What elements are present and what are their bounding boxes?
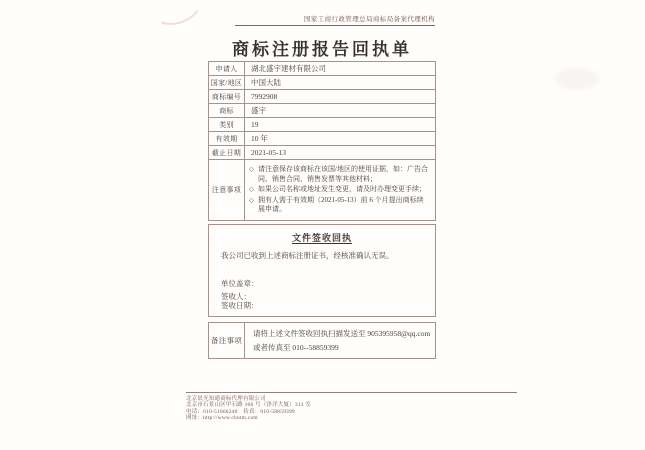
footer-phone-fax: 电话：010-51666240 传真：010-58859399 xyxy=(186,408,295,415)
note-text: 如果公司名称或地址发生变更，请及时办理变更手续； xyxy=(258,185,426,193)
footer-address: 北京市石景山区甲石路 166 号（泽洋大厦）313 室 xyxy=(186,402,312,409)
diamond-bullet-icon: ◇ xyxy=(249,186,254,193)
row-label-country: 国家/地区 xyxy=(209,76,245,90)
table-row xyxy=(209,104,436,118)
receipt-statement: 我公司已收到上述商标注册证书，经核准确认无误。 xyxy=(221,251,394,260)
table-row-notes xyxy=(209,160,436,221)
note-text: 拥有人需于有效期（2021-05-13）前 6 个月提出商标续展申请。 xyxy=(258,195,424,213)
row-label-notes: 注意事项 xyxy=(209,160,245,221)
row-value-validity: 10 年 xyxy=(245,132,436,146)
row-label-class: 类别 xyxy=(209,118,245,132)
row-value-trademark-number: 7992908 xyxy=(245,90,436,104)
row-value-class: 19 xyxy=(245,118,436,132)
trademark-info-table xyxy=(208,61,436,221)
footer-website: 网址：http://www.chntm.com xyxy=(186,415,258,422)
remarks-line-email: 请将上述文件签收回执扫描发送至 905395958@qq.com xyxy=(253,328,431,338)
row-value-expiry-date: 2021-05-13 xyxy=(245,146,436,160)
row-label-trademark: 商标 xyxy=(209,104,245,118)
signer-label: 签收人： xyxy=(221,292,251,301)
row-value-trademark: 盛宇 xyxy=(245,104,436,118)
scan-artifact-smudge xyxy=(555,68,599,90)
receipt-section-title: 文件签收回执 xyxy=(291,233,352,243)
table-row xyxy=(209,118,436,132)
company-seal-label: 单位盖章： xyxy=(221,279,259,288)
row-label-expiry-date: 截止日期 xyxy=(209,146,245,160)
table-row xyxy=(209,76,436,90)
note-item xyxy=(249,185,430,195)
table-row xyxy=(209,90,436,104)
footer-company-name: 北京晨光知通商标代理有限公司 xyxy=(186,396,266,402)
note-item xyxy=(249,165,430,184)
table-row-remarks xyxy=(209,323,436,359)
remarks-table xyxy=(208,322,436,359)
letterhead-agency-note: 国家工商行政管理总局商标局备案代理机构 xyxy=(235,16,435,26)
agency-footer xyxy=(186,392,517,422)
diamond-bullet-icon: ◇ xyxy=(249,166,254,173)
row-value-country: 中国大陆 xyxy=(245,76,436,90)
notes-cell xyxy=(245,160,436,221)
remarks-line-fax: 或者传真至 010--58859399 xyxy=(253,342,339,352)
note-item xyxy=(249,196,430,215)
row-label-trademark-number: 商标编号 xyxy=(209,90,245,104)
table-row xyxy=(209,146,436,160)
row-label-validity: 有效期 xyxy=(209,132,245,146)
diamond-bullet-icon: ◇ xyxy=(249,196,254,204)
row-value-applicant: 湖北盛宇建材有限公司 xyxy=(245,62,436,76)
sign-date-label: 签收日期： xyxy=(221,301,259,310)
table-row xyxy=(209,132,436,146)
page-title: 商标注册报告回执单 xyxy=(232,40,412,59)
row-label-applicant: 申请人 xyxy=(209,62,245,76)
document-receipt-section xyxy=(208,224,436,317)
remarks-cell xyxy=(245,323,436,359)
note-text: 请注意保存该商标在该国/地区的使用证据，如：广告合同、销售合同、销售发票等其他材料； xyxy=(258,165,428,183)
table-row xyxy=(209,62,436,76)
scan-artifact-swoosh xyxy=(146,0,207,31)
row-label-remarks: 备注事项 xyxy=(209,323,245,359)
